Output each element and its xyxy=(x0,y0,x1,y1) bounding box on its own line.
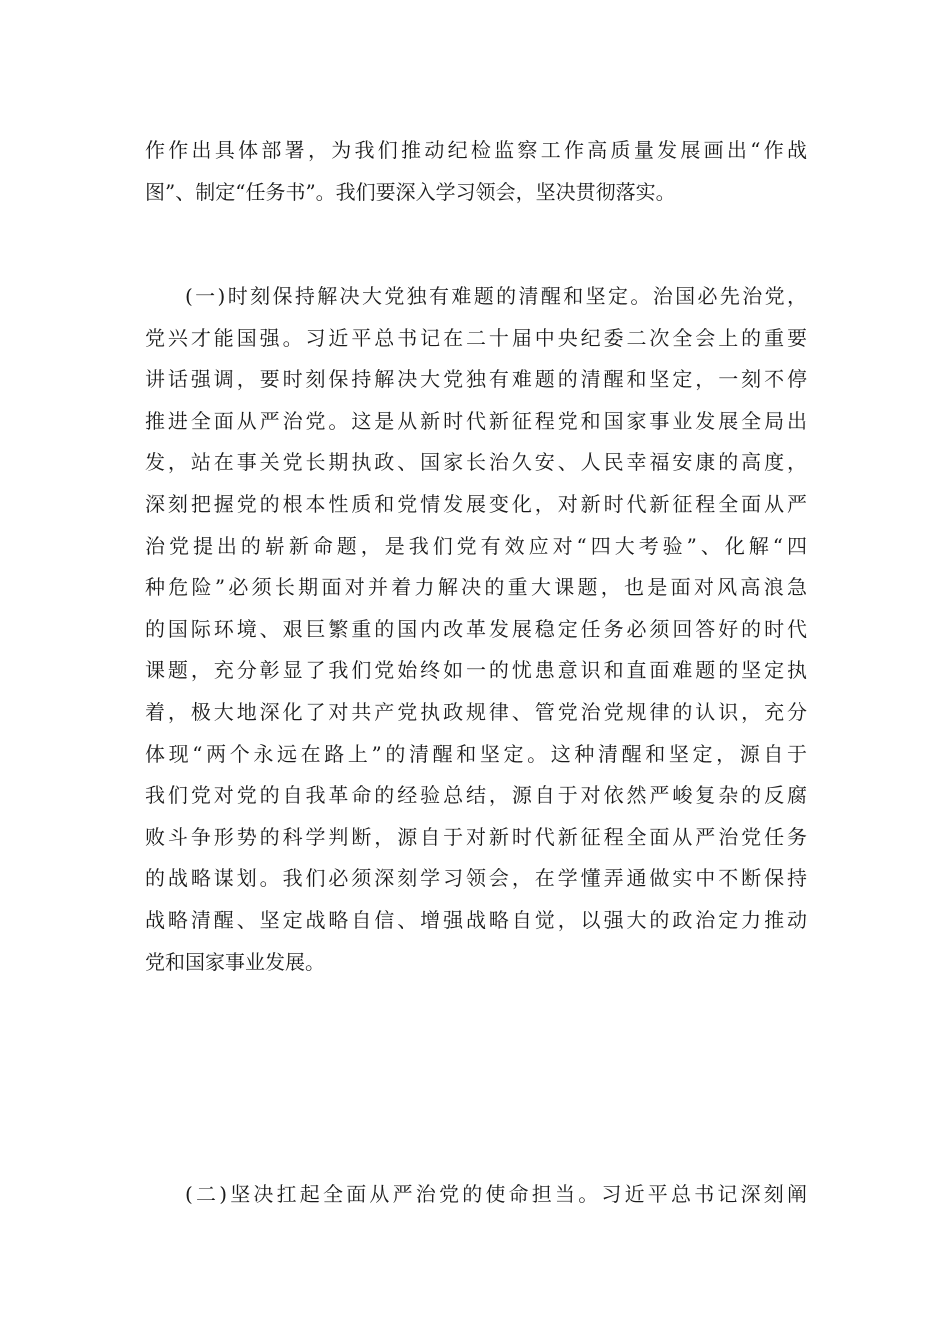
section-heading-line: (一)时刻保持解决大党独有难题的清醒和坚定。治国必先治党， xyxy=(185,284,807,308)
text-line: 体现“两个永远在路上”的清醒和坚定。这种清醒和坚定，源自于 xyxy=(145,741,807,766)
text-line: 种危险”必须长期面对并着力解决的重大课题，也是面对风高浪急 xyxy=(145,575,807,600)
text-line: 的战略谋划。我们必须深刻学习领会，在学懂弄通做实中不断保持 xyxy=(145,866,807,891)
text-line: 作作出具体部署，为我们推动纪检监察工作高质量发展画出“作战 xyxy=(145,138,807,162)
text-line: 党兴才能国强。习近平总书记在二十届中央纪委二次全会上的重要 xyxy=(145,325,807,350)
paragraph-section-one xyxy=(145,276,807,983)
text-line: 讲话强调，要时刻保持解决大党独有难题的清醒和坚定，一刻不停 xyxy=(145,367,807,392)
text-line: 治党提出的崭新命题，是我们党有效应对“四大考验”、化解“四 xyxy=(145,533,807,558)
text-line: 败斗争形势的科学判断，源自于对新时代新征程全面从严治党任务 xyxy=(145,824,807,849)
text-line: 着，极大地深化了对共产党执政规律、管党治党规律的认识，充分 xyxy=(145,699,807,724)
text-line: 课题，充分彰显了我们党始终如一的忧患意识和直面难题的坚定执 xyxy=(145,658,807,683)
text-line: 发，站在事关党长期执政、国家长治久安、人民幸福安康的高度， xyxy=(145,450,807,475)
text-line: 深刻把握党的根本性质和党情发展变化，对新时代新征程全面从严 xyxy=(145,491,807,516)
text-line: 图”、制定“任务书”。我们要深入学习领会，坚决贯彻落实。 xyxy=(145,179,676,204)
section-heading-line: (二)坚决扛起全面从严治党的使命担当。习近平总书记深刻阐 xyxy=(185,1182,807,1206)
text-line: 的国际环境、艰巨繁重的国内改革发展稳定任务必须回答好的时代 xyxy=(145,616,807,641)
paragraph-continuation xyxy=(145,130,807,213)
paragraph-section-two xyxy=(145,1174,807,1216)
text-line: 推进全面从严治党。这是从新时代新征程党和国家事业发展全局出 xyxy=(145,408,807,433)
text-line: 党和国家事业发展。 xyxy=(145,949,325,974)
text-line: 我们党对党的自我革命的经验总结，源自于对依然严峻复杂的反腐 xyxy=(145,783,807,808)
text-line: 战略清醒、坚定战略自信、增强战略自觉，以强大的政治定力推动 xyxy=(145,907,807,932)
